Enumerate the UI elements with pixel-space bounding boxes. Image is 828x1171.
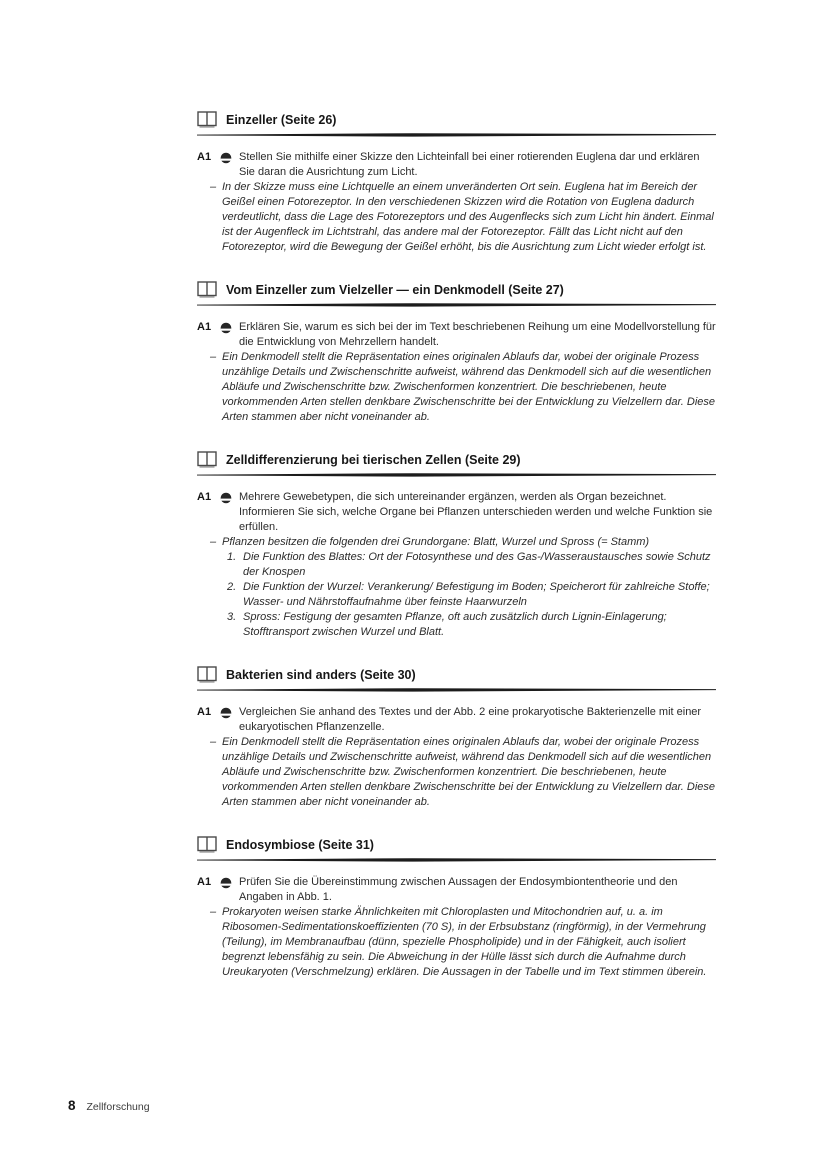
- section-divider: [197, 303, 716, 307]
- answer-row: [210, 350, 716, 425]
- section-endosymbiose: [197, 836, 716, 980]
- section-header: [197, 666, 716, 683]
- task-row: [197, 320, 716, 350]
- page-footer: [68, 1098, 150, 1113]
- section-title: Bakterien sind anders (Seite 30): [226, 668, 416, 682]
- task-label: A1: [197, 876, 212, 888]
- difficulty-level-icon: [220, 320, 239, 350]
- section-einzeller: [197, 111, 716, 255]
- task-question: Stellen Sie mithilfe einer Skizze den Lichteinfall bei einer rotierenden Euglena dar und erklären Sie daran die Ausrichtung zum Licht.: [239, 151, 700, 178]
- task-answer: Ein Denkmodell stellt die Repräsentation eines originalen Ablaufs dar, wobei der originale Prozess unzählige Details und Zwischenschritte aufweist, während das Denkmodell sich auf die wesentlichen Abläufe und Zwischenschritte bzw. Zwischenformen konzentriert. Die beschriebenen, heute vorkommenden Arten stellen denkbare Zwischenschritte bei der Entwicklung zu Vielzellern dar. Diese Arten stammen aber nicht voneinander ab.: [222, 736, 716, 808]
- task-answer-intro: Pflanzen besitzen die folgenden drei Grundorgane: Blatt, Wurzel und Spross (= Stamm): [222, 536, 650, 548]
- answer-row: [210, 905, 716, 980]
- difficulty-level-icon: [220, 490, 239, 535]
- open-book-icon: [197, 281, 218, 298]
- task-answer: Ein Denkmodell stellt die Repräsentation eines originalen Ablaufs dar, wobei der originale Prozess unzählige Details und Zwischenschritte aufweist, während das Denkmodell sich auf die wesentlichen Abläufe und Zwischenschritte bzw. Zwischenformen konzentriert. Die beschriebenen, heute vorkommenden Arten stellen denkbare Zwischenschritte bei der Entwicklung zu Vielzellern dar. Diese Arten stammen aber nicht voneinander ab.: [222, 351, 716, 423]
- page-content: [197, 111, 716, 1006]
- task-question: Vergleichen Sie anhand des Textes und der Abb. 2 eine prokaryotische Bakterienzelle mit einer eukaryotischen Pflanzenzelle.: [239, 706, 702, 733]
- section-header: [197, 281, 716, 298]
- list-item-number: 1.: [227, 551, 237, 563]
- difficulty-level-icon: [220, 150, 239, 180]
- task-question: Mehrere Gewebetypen, die sich untereinander ergänzen, werden als Organ bezeichnet. Informieren Sie sich, welche Organe bei Pflanzen unterschieden werden und welche Funktion sie erfüllen.: [239, 491, 713, 533]
- list-item-number: 3.: [227, 611, 237, 623]
- section-divider: [197, 858, 716, 862]
- task-label: A1: [197, 491, 212, 503]
- open-book-icon: [197, 666, 218, 683]
- task-row: [197, 150, 716, 180]
- task-question: Erklären Sie, warum es sich bei der im Text beschriebenen Reihung um eine Modellvorstellung für die Entwicklung von Mehrzellern handelt.: [239, 321, 716, 348]
- task-row: [197, 705, 716, 735]
- section-header: [197, 111, 716, 128]
- open-book-icon: [197, 451, 218, 468]
- difficulty-level-icon: [220, 705, 239, 735]
- answer-row: [210, 180, 716, 255]
- section-title: Endosymbiose (Seite 31): [226, 838, 374, 852]
- answer-dash: –: [210, 736, 217, 748]
- task-label: A1: [197, 151, 212, 163]
- answer-row: [210, 535, 716, 550]
- answer-dash: –: [210, 906, 217, 918]
- answer-dash: –: [210, 351, 217, 363]
- answer-row: [210, 735, 716, 810]
- page-number: 8: [68, 1098, 76, 1113]
- section-divider: [197, 133, 716, 137]
- task-row: [197, 875, 716, 905]
- section-denkmodell: [197, 281, 716, 425]
- section-bakterien: [197, 666, 716, 810]
- open-book-icon: [197, 111, 218, 128]
- list-item-number: 2.: [227, 581, 237, 593]
- list-item: [227, 550, 716, 580]
- task-row: [197, 490, 716, 535]
- section-divider: [197, 473, 716, 477]
- section-divider: [197, 688, 716, 692]
- answer-dash: –: [210, 181, 217, 193]
- section-header: [197, 451, 716, 468]
- chapter-label: Zellforschung: [86, 1101, 150, 1113]
- answer-numbered-list: [227, 550, 716, 640]
- list-item-text: Spross: Festigung der gesamten Pflanze, oft auch zusätzlich durch Lignin-Einlagerung; Stofftransport zwischen Wurzel und Blatt.: [243, 611, 667, 638]
- list-item: [227, 580, 716, 610]
- list-item: [227, 610, 716, 640]
- open-book-icon: [197, 836, 218, 853]
- answer-dash: –: [210, 536, 217, 548]
- list-item-text: Die Funktion des Blattes: Ort der Fotosynthese und des Gas-/Wasseraustausches sowie Schutz der Knospen: [243, 551, 711, 578]
- section-zelldifferenzierung: [197, 451, 716, 640]
- list-item-text: Die Funktion der Wurzel: Verankerung/ Befestigung im Boden; Speicherort für zahlreiche Stoffe; Wasser- und Nährstoffaufnahme über feinste Haarwurzeln: [243, 581, 710, 608]
- task-answer: In der Skizze muss eine Lichtquelle an einem unveränderten Ort sein. Euglena hat im Bereich der Geißel einen Fotorezeptor. In den verschiedenen Skizzen wird die Rotation von Euglena dadurch verdeutlicht, dass die Lage des Fotorezeptors und des Augenflecks sich zum Licht hin ändert. Einmal ist der Augenfleck im Lichtstrahl, das andere mal der Fotorezeptor. Fällt das Licht nicht auf den Fotorezeptor, wird die Bewegung der Geißel erhöht, bis die Ausrichtung zum Licht wieder erfolgt ist.: [222, 181, 714, 253]
- task-question: Prüfen Sie die Übereinstimmung zwischen Aussagen der Endosymbiontentheorie und den Angaben in Abb. 1.: [239, 876, 678, 903]
- task-label: A1: [197, 706, 212, 718]
- task-answer: Prokaryoten weisen starke Ähnlichkeiten mit Chloroplasten und Mitochondrien auf, u. a. im Ribosomen-Sedimentationskoeffizienten (70 S), in der Erbsubstanz (ringförmig), in der Vermehrung (Teilung), im Membranaufbau (dünn, spezielle Phospholipide) und in der Fähigkeit, auch isoliert begrenzt lebensfähig zu sein. Die Abweichung in der Hülle lässt sich durch die Aufnahme durch Ureukaryoten (Verschmelzung) erklären. Die Aussagen in der Tabelle und im Text stimmen überein.: [222, 906, 707, 978]
- section-title: Einzeller (Seite 26): [226, 113, 337, 127]
- task-label: A1: [197, 321, 212, 333]
- section-title: Vom Einzeller zum Vielzeller — ein Denkmodell (Seite 27): [226, 283, 564, 297]
- section-title: Zelldifferenzierung bei tierischen Zellen (Seite 29): [226, 453, 521, 467]
- difficulty-level-icon: [220, 875, 239, 905]
- section-header: [197, 836, 716, 853]
